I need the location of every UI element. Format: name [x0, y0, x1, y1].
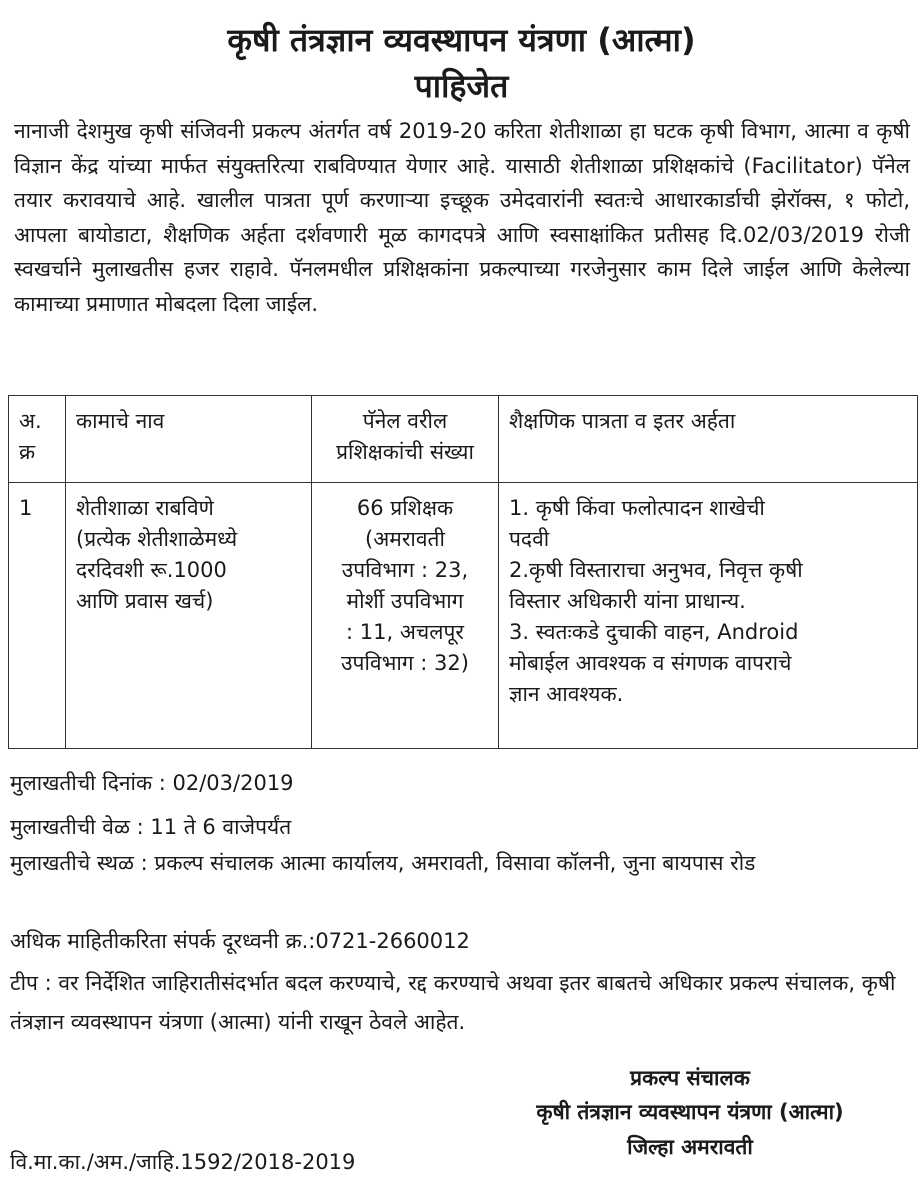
cell-work-line: (प्रत्येक शेतीशाळेमध्ये [76, 527, 238, 551]
notice-subtitle: पाहिजेत [414, 67, 509, 105]
header-serial [9, 396, 66, 483]
contact-info: अधिक माहितीकरिता संपर्क दूरध्वनी क्र.:0721-2660012 [10, 929, 470, 953]
header-count-b: प्रशिक्षकांची संख्या [336, 440, 474, 464]
cell-qual-line: 2.कृषी विस्ताराचा अनुभव, निवृत्त कृषी [509, 558, 803, 582]
cell-qual-line: 3. स्वतःकडे दुचाकी वाहन, Android [509, 620, 799, 644]
cell-count-line: (अमरावती [365, 527, 445, 551]
signature-office: कृषी तंत्रज्ञान व्यवस्थापन यंत्रणा (आत्मा) [536, 1100, 844, 1124]
interview-date: मुलाखतीची दिनांक : 02/03/2019 [10, 771, 294, 795]
cell-count [312, 483, 499, 749]
interview-place: मुलाखतीचे स्थळ : प्रकल्प संचालक आत्मा कार्यालय, अमरावती, विसावा कॉलनी, जुना बायपास रोड [10, 851, 756, 875]
cell-count-line: उपविभाग : 32) [341, 651, 469, 675]
signature-designation: प्रकल्प संचालक [630, 1066, 750, 1090]
cell-work [66, 483, 312, 749]
reference-number: वि.मा.का./अम./जाहि.1592/2018-2019 [10, 1150, 356, 1174]
cell-qualification [499, 483, 918, 749]
header-qualification: शैक्षणिक पात्रता व इतर अर्हता [499, 396, 918, 483]
cell-qual-line: ज्ञान आवश्यक. [509, 682, 624, 706]
header-serial-b: क्र [19, 440, 36, 464]
table-header-row [9, 396, 918, 483]
signature-district: जिल्हा अमरावती [627, 1135, 753, 1159]
cell-serial: 1 [9, 483, 66, 749]
cell-count-line: उपविभाग : 23, [341, 558, 469, 582]
header-serial-a: अ. [19, 409, 42, 433]
interview-time: मुलाखतीची वेळ : 11 ते 6 वाजेपर्यंत [10, 815, 292, 839]
cell-count-line: मोर्शी उपविभाग [346, 589, 464, 613]
cell-work-line: दरदिवशी रू.1000 [76, 558, 227, 582]
cell-work-line: शेतीशाळा राबविणे [76, 496, 214, 520]
cell-count-line: 66 प्रशिक्षक [356, 496, 454, 520]
vacancy-table [8, 395, 918, 749]
cell-work-line: आणि प्रवास खर्च) [76, 589, 214, 613]
cell-qual-line: पदवी [509, 527, 550, 551]
header-count [312, 396, 499, 483]
notice-title: कृषी तंत्रज्ञान व्यवस्थापन यंत्रणा (आत्मा) [227, 21, 696, 59]
note-text: टीप : वर निर्देशित जाहिरातीसंदर्भात बदल करण्याचे, रद्द करण्याचे अथवा इतर बाबतचे अधिकार प्रकल्प संचालक, कृषी तंत्रज्ञान व्यवस्थापन यंत्रणा (आत्मा) यांनी राखून ठेवले आहेत. [10, 971, 896, 1034]
cell-qual-line: मोबाईल आवश्यक व संगणक वापराचे [509, 651, 792, 675]
header-count-a: पॅनेल वरील [362, 409, 448, 433]
cell-qual-line: विस्तार अधिकारी यांना प्राधान्य. [509, 589, 746, 613]
header-work: कामाचे नाव [66, 396, 312, 483]
cell-qual-line: 1. कृषी किंवा फलोत्पादन शाखेची [509, 496, 765, 520]
intro-paragraph: नानाजी देशमुख कृषी संजिवनी प्रकल्प अंतर्गत वर्ष 2019-20 करिता शेतीशाळा हा घटक कृषी विभाग, आत्मा व कृषी विज्ञान केंद्र यांच्या मार्फत संयुक्तरित्या राबविण्यात येणार आहे. यासाठी शेतीशाळा प्रशिक्षकांचे (Facilitator) पॅनेल तयार करावयाचे आहे. खालील पात्रता पूर्ण करणाऱ्या इच्छूक उमेदवारांनी स्वतःचे आधारकार्डाची झेरॉक्स, १ फोटो, आपला बायोडाटा, शैक्षणिक अर्हता दर्शवणारी मूळ कागदपत्रे आणि स्वसाक्षांकित प्रतीसह दि.02/03/2019 रोजी स्वखर्चाने मुलाखतीस हजर राहावे. पॅनलमधील प्रशिक्षकांना प्रकल्पाच्या गरजेनुसार काम दिले जाईल आणि केलेल्या कामाच्या प्रमाणात मोबदला दिला जाईल. [14, 119, 910, 316]
table-row [9, 483, 918, 749]
cell-count-line: : 11, अचलपूर [346, 620, 464, 644]
